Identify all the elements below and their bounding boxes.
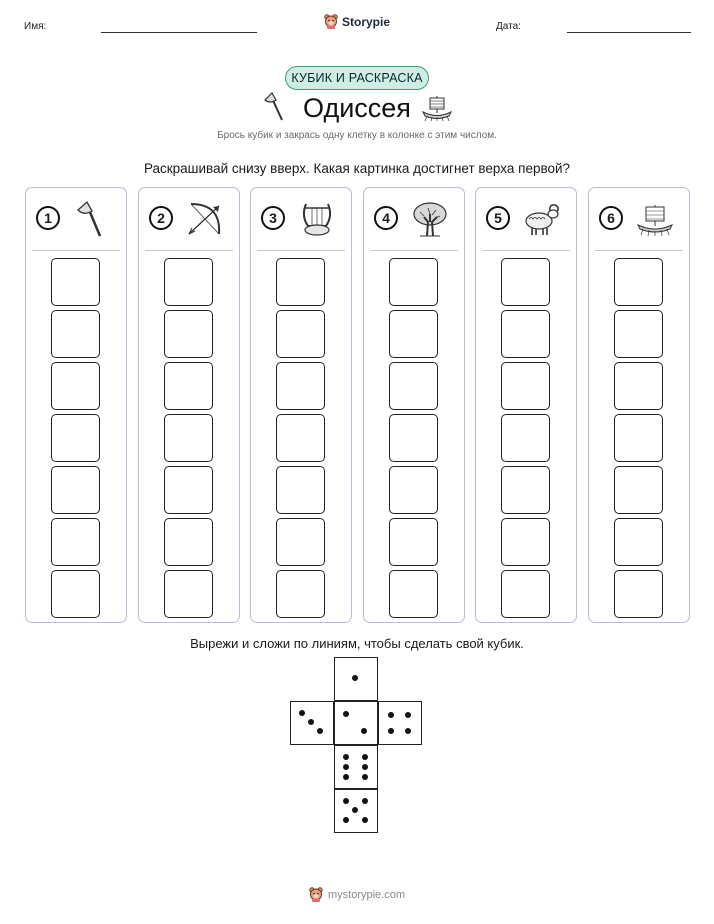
die-pip bbox=[343, 817, 349, 823]
die-pip bbox=[343, 774, 349, 780]
die-pip bbox=[352, 807, 358, 813]
die-face-4[interactable] bbox=[378, 701, 422, 745]
die-face-3[interactable] bbox=[290, 701, 334, 745]
color-cell[interactable] bbox=[51, 310, 100, 358]
axe-icon bbox=[72, 200, 112, 238]
bear-logo-icon bbox=[324, 14, 338, 29]
color-cell[interactable] bbox=[501, 466, 550, 514]
die-pip bbox=[343, 754, 349, 760]
color-cell[interactable] bbox=[389, 414, 438, 462]
color-cell[interactable] bbox=[501, 414, 550, 462]
column-divider bbox=[482, 250, 570, 251]
die-pip bbox=[405, 712, 411, 718]
die-pip bbox=[362, 764, 368, 770]
color-cell[interactable] bbox=[276, 310, 325, 358]
column-3 bbox=[250, 187, 352, 623]
color-cell[interactable] bbox=[164, 466, 213, 514]
color-cell[interactable] bbox=[389, 570, 438, 618]
color-cell[interactable] bbox=[389, 258, 438, 306]
column-divider bbox=[145, 250, 233, 251]
color-cell[interactable] bbox=[501, 258, 550, 306]
color-cell[interactable] bbox=[276, 466, 325, 514]
color-cell[interactable] bbox=[164, 258, 213, 306]
die-pip bbox=[343, 711, 349, 717]
color-cell[interactable] bbox=[276, 258, 325, 306]
die-pip bbox=[343, 798, 349, 804]
color-cell[interactable] bbox=[276, 414, 325, 462]
die-pip bbox=[362, 817, 368, 823]
footer-url[interactable]: mystorypie.com bbox=[327, 888, 406, 901]
ram-icon bbox=[522, 200, 562, 238]
column-number: 3 bbox=[261, 206, 285, 230]
name-label: Имя: bbox=[24, 21, 47, 32]
color-cell[interactable] bbox=[164, 518, 213, 566]
activity-badge: КУБИК И РАСКРАСКА bbox=[285, 66, 429, 90]
color-cell[interactable] bbox=[51, 362, 100, 410]
color-cell[interactable] bbox=[164, 310, 213, 358]
color-cell[interactable] bbox=[276, 570, 325, 618]
column-5 bbox=[475, 187, 577, 623]
column-number: 2 bbox=[149, 206, 173, 230]
column-divider bbox=[257, 250, 345, 251]
date-label: Дата: bbox=[496, 21, 521, 32]
color-cell[interactable] bbox=[389, 518, 438, 566]
color-cell[interactable] bbox=[614, 570, 663, 618]
lyre-icon bbox=[297, 200, 337, 238]
die-pip bbox=[308, 719, 314, 725]
color-cell[interactable] bbox=[51, 466, 100, 514]
die-pip bbox=[362, 798, 368, 804]
column-4 bbox=[363, 187, 465, 623]
ship-icon bbox=[420, 92, 454, 122]
column-divider bbox=[32, 250, 120, 251]
die-pip bbox=[388, 712, 394, 718]
instruction-text: Раскрашивай снизу вверх. Какая картинка достигнет верха первой? bbox=[143, 161, 571, 176]
column-number: 5 bbox=[486, 206, 510, 230]
color-cell[interactable] bbox=[614, 362, 663, 410]
color-cell[interactable] bbox=[276, 362, 325, 410]
brand-logo bbox=[0, 14, 714, 29]
die-pip bbox=[317, 728, 323, 734]
color-cell[interactable] bbox=[164, 362, 213, 410]
cut-instruction: Вырежи и сложи по линиям, чтобы сделать свой кубик. bbox=[190, 636, 524, 651]
bow-arrow-icon bbox=[185, 200, 225, 238]
column-divider bbox=[595, 250, 683, 251]
color-cell[interactable] bbox=[51, 414, 100, 462]
die-face-5[interactable] bbox=[334, 789, 378, 833]
color-cell[interactable] bbox=[501, 362, 550, 410]
column-number: 4 bbox=[374, 206, 398, 230]
column-6 bbox=[588, 187, 690, 623]
die-face-2[interactable] bbox=[334, 701, 378, 745]
color-cell[interactable] bbox=[614, 466, 663, 514]
die-pip bbox=[299, 710, 305, 716]
color-cell[interactable] bbox=[51, 570, 100, 618]
color-cell[interactable] bbox=[501, 310, 550, 358]
column-divider bbox=[370, 250, 458, 251]
color-cell[interactable] bbox=[389, 310, 438, 358]
date-line[interactable] bbox=[567, 32, 691, 33]
color-cell[interactable] bbox=[51, 258, 100, 306]
color-cell[interactable] bbox=[164, 570, 213, 618]
color-cell[interactable] bbox=[501, 518, 550, 566]
subtitle: Брось кубик и закрась одну клетку в колонке с этим числом. bbox=[217, 130, 497, 141]
die-pip bbox=[362, 774, 368, 780]
die-pip bbox=[361, 728, 367, 734]
die-face-1[interactable] bbox=[334, 657, 378, 701]
color-cell[interactable] bbox=[51, 518, 100, 566]
color-cell[interactable] bbox=[614, 414, 663, 462]
die-pip bbox=[362, 754, 368, 760]
footer bbox=[0, 887, 714, 902]
color-cell[interactable] bbox=[389, 362, 438, 410]
name-line[interactable] bbox=[101, 32, 257, 33]
color-cell[interactable] bbox=[614, 518, 663, 566]
color-cell[interactable] bbox=[614, 310, 663, 358]
page-title: Одиссея bbox=[303, 93, 411, 123]
column-number: 6 bbox=[599, 206, 623, 230]
die-pip bbox=[388, 728, 394, 734]
color-cell[interactable] bbox=[614, 258, 663, 306]
bear-logo-icon bbox=[309, 887, 323, 902]
column-1 bbox=[25, 187, 127, 623]
die-pip bbox=[405, 728, 411, 734]
color-cell[interactable] bbox=[276, 518, 325, 566]
die-pip bbox=[343, 764, 349, 770]
column-2 bbox=[138, 187, 240, 623]
color-cell[interactable] bbox=[389, 466, 438, 514]
color-cell[interactable] bbox=[164, 414, 213, 462]
die-pip bbox=[352, 675, 358, 681]
olive-tree-icon bbox=[410, 200, 450, 238]
column-number: 1 bbox=[36, 206, 60, 230]
color-cell[interactable] bbox=[501, 570, 550, 618]
brand-name: Storypie bbox=[341, 14, 390, 29]
die-face-6[interactable] bbox=[334, 745, 378, 789]
ship-icon bbox=[635, 200, 675, 238]
